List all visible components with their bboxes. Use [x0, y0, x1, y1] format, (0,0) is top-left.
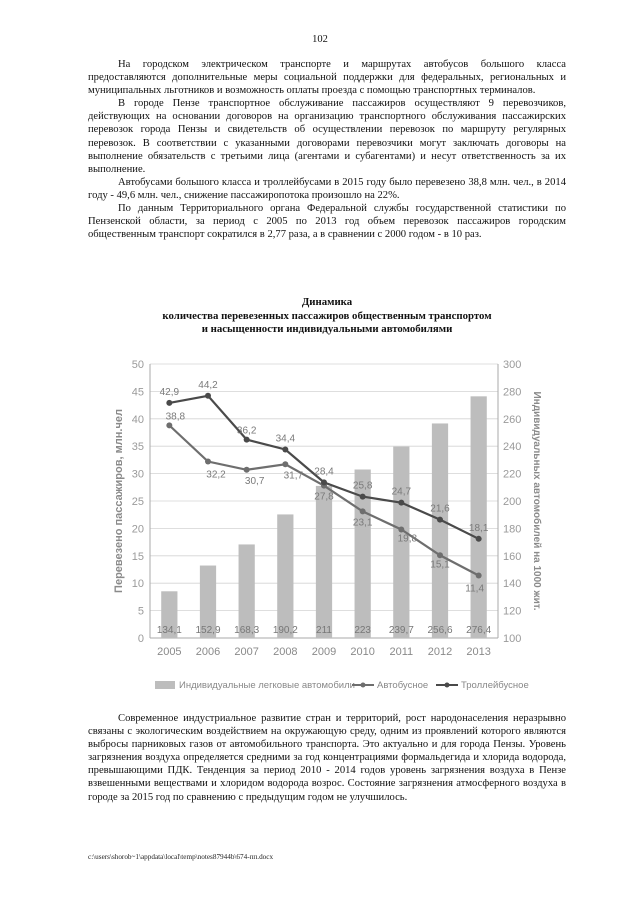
bar	[277, 514, 293, 638]
chart-title-line: и насыщенности индивидуальными автомобилями	[201, 323, 453, 335]
y-tick-label: 15	[131, 550, 144, 563]
page-number: 102	[312, 34, 328, 45]
trolley-data-label: 21,6	[430, 503, 450, 515]
paragraph: Современное индустриальное развитие стран и территорий, рост народонаселения неразрывно связаны с экологическим воздействием на окружающую среду, одним из проявлений которого являются выбросы парниковых газов от автомобильного транспорта. Это актуально и для города Пензы. Уровень загрязнения воздуха определяется средними за год концентрациями формальдегида и хлорида водорода, превышающими ПДК. Тенденция за период 2010 - 2014 годов уровень загрязнения воздуха в Пензе взвешенными веществами и хлоридом водорода возрос. Состояние загрязнения атмосферного воздуха в городе за 2015 год по сравнению с предыдущим годом не улучшилось.	[88, 713, 566, 803]
bar	[316, 486, 332, 638]
body-text-bottom	[88, 712, 566, 804]
bar-data-label: 168,3	[234, 625, 260, 636]
y2-tick-label: 180	[503, 523, 522, 536]
bar	[468, 396, 489, 638]
bus-marker	[437, 552, 443, 558]
x-tick-label: 2010	[350, 646, 375, 658]
y-tick-label: 50	[131, 359, 144, 371]
paragraph: По данным Территориального органа Федеральной службы государственной статистики по Пензенской области, за период с 2005 по 2013 год объем перевозок пассажиров городским общественным транспорт сократился в 2,77 раза, а в сравнении с 2000 годом - в 10 раз.	[88, 203, 566, 241]
x-tick-label: 2005	[157, 646, 182, 658]
chart-title-line: количества перевезенных пассажиров общественным транспортом	[162, 309, 492, 322]
bus-data-label: 32,2	[206, 469, 226, 481]
trolley-marker	[205, 393, 211, 399]
trolley-data-label: 42,9	[159, 386, 180, 398]
body-text-top	[88, 58, 566, 241]
bus-marker	[360, 508, 366, 514]
y2-tick-label: 200	[503, 496, 522, 508]
trolley-marker	[398, 500, 404, 506]
y2-tick-label: 260	[503, 413, 522, 426]
bar-data-label: 211	[316, 625, 332, 636]
bus-data-label: 19,8	[397, 533, 418, 545]
bus-marker	[398, 526, 404, 532]
trolley-marker	[282, 446, 288, 452]
file-path-footer: c:\users\shorob~1\appdata\local\temp\notes87944b\674-пп.docx	[88, 853, 274, 861]
x-tick-label: 2012	[427, 646, 453, 658]
x-tick-label: 2009	[311, 646, 337, 658]
trolley-data-label: 34,4	[275, 433, 296, 445]
y-tick-label: 10	[131, 578, 144, 591]
chart-title	[88, 296, 566, 337]
y-tick-label: 40	[131, 413, 144, 426]
legend-bar-swatch	[155, 681, 175, 689]
bar	[432, 423, 448, 638]
bus-data-label: 23,1	[352, 517, 373, 529]
bar-data-label: 223	[354, 625, 372, 636]
legend-trolley-marker	[445, 683, 450, 688]
trolley-data-label: 44,2	[198, 379, 218, 391]
y2-axis-title: Индивидуальных автомобилей на 1000 жит.	[531, 391, 542, 611]
paragraph: На городском электрическом транспорте и маршрутах автобусов большого класса предоставляются дополнительные меры социальной поддержки для федеральных, региональных и муниципальных льготников и возможность оплаты проезда с помощью транспортных терминалов.	[88, 59, 566, 97]
y2-tick-label: 220	[503, 468, 522, 481]
trolley-data-label: 28,4	[314, 466, 334, 478]
trolley-marker	[321, 479, 327, 485]
y2-tick-label: 280	[503, 386, 522, 399]
bus-data-label: 38,8	[165, 411, 186, 423]
trolley-marker	[244, 437, 250, 443]
bus-data-label: 11,4	[465, 583, 485, 595]
x-tick-label: 2006	[195, 646, 221, 658]
y-tick-label: 25	[131, 496, 144, 508]
bar	[239, 544, 255, 638]
bus-data-label: 31,7	[283, 470, 304, 482]
trolley-data-label: 18,1	[468, 522, 489, 534]
y-axis-title: Перевезено пассажиров, млн.чел	[113, 409, 125, 593]
paragraph: В городе Пензе транспортное обслуживание пассажиров осуществляют 9 перевозчиков, действующих на основании договоров на организацию транспортного обслуживания пассажирских перевозок города Пензы и свидетельств об осуществлении перевозок по маршруту регулярных перевозок. В соответствии с указанными договорами перевозчики могут заключать договоры на выполнение обязательств с третьими лица (агентами и субагентами) и несут ответственность за их выполнение.	[88, 98, 566, 175]
bus-data-label: 30,7	[244, 475, 265, 487]
x-tick-label: 2007	[234, 646, 259, 658]
trolley-data-label: 36,2	[236, 425, 257, 437]
bus-marker	[476, 573, 482, 579]
bus-data-label: 27,8	[314, 491, 334, 503]
x-tick-label: 2013	[466, 646, 491, 658]
y2-tick-label: 100	[503, 633, 522, 645]
bus-marker	[282, 461, 288, 467]
bus-marker	[166, 422, 172, 428]
bar-data-label: 276,4	[466, 625, 492, 636]
bar-data-label: 256,6	[427, 625, 453, 636]
y-tick-label: 45	[131, 386, 144, 399]
bus-marker	[244, 467, 250, 473]
trolley-data-label: 25,8	[352, 480, 373, 492]
legend-bus-marker	[361, 683, 366, 688]
y2-tick-label: 160	[503, 550, 522, 563]
x-tick-label: 2011	[389, 646, 414, 658]
y-tick-label: 5	[137, 605, 144, 618]
x-tick-label: 2008	[273, 646, 298, 658]
chart-title-line: Динамика	[301, 296, 353, 308]
legend-label: Автобусное	[377, 680, 429, 691]
bar-data-label: 152,9	[195, 625, 221, 636]
y-tick-label: 30	[131, 468, 144, 481]
y2-tick-label: 120	[503, 605, 522, 618]
trolley-data-label: 24,7	[391, 486, 412, 498]
y-tick-label: 20	[131, 523, 144, 536]
y-tick-label: 0	[137, 633, 144, 645]
bar-data-label: 134,1	[156, 625, 182, 636]
y-tick-label: 35	[131, 441, 144, 454]
y2-tick-label: 300	[503, 359, 522, 371]
bus-data-label: 15,1	[430, 559, 450, 571]
trolley-marker	[476, 536, 482, 542]
bar-data-label: 239,7	[388, 625, 414, 636]
y2-tick-label: 140	[503, 578, 522, 591]
bar-data-label: 190,2	[272, 625, 298, 636]
trolley-marker	[360, 494, 366, 500]
y2-tick-label: 240	[503, 441, 522, 454]
legend-label: Троллейбусное	[461, 680, 529, 691]
bus-marker	[205, 459, 211, 465]
passenger-chart	[100, 352, 550, 702]
trolley-marker	[437, 517, 443, 523]
legend-label: Индивидуальные легковые автомобили	[179, 680, 355, 691]
paragraph: Автобусами большого класса и троллейбусами в 2015 году было перевезено 38,8 млн. чел., в 2014 году - 49,6 млн. чел., снижение пассажиропотока произошло на 22%.	[88, 176, 566, 201]
trolley-marker	[166, 400, 172, 406]
